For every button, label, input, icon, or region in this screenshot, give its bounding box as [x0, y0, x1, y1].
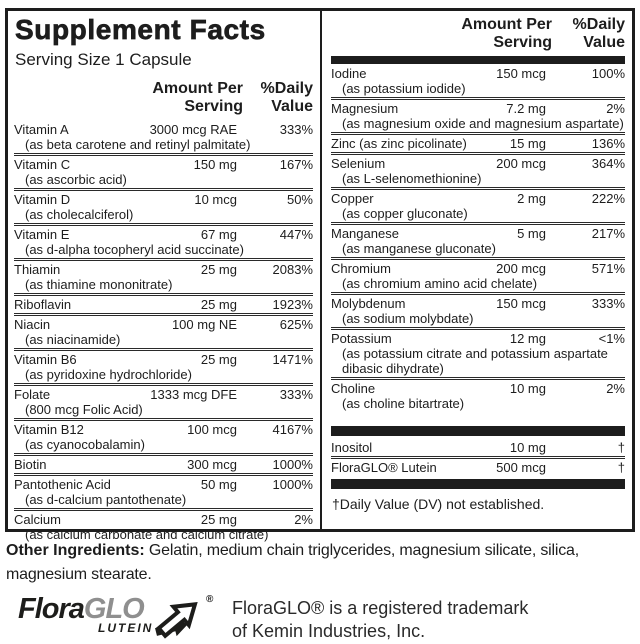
row-separator [14, 473, 313, 476]
nutrient-main-line [331, 261, 625, 276]
nutrient-daily-value: 364% [591, 156, 625, 171]
nutrient-row [14, 122, 313, 152]
nutrient-source: (as cyanocobalamin) [25, 437, 145, 452]
thick-rule [331, 426, 625, 436]
registered-mark: ® [206, 594, 214, 605]
nutrient-amount: 12 mg [509, 331, 546, 346]
nutrient-main-line [331, 66, 625, 81]
nutrient-main-line [14, 317, 313, 332]
nutrient-source: (as beta carotene and retinyl palmitate) [25, 137, 251, 152]
nutrient-row [331, 191, 625, 221]
nutrient-row [331, 296, 625, 326]
nutrient-daily-value: 333% [591, 296, 625, 311]
nutrient-name: Thiamin [14, 262, 61, 277]
header-amount-line1: Amount Per [461, 16, 552, 33]
nutrient-source: (as thiamine mononitrate) [25, 277, 173, 292]
nutrient-amount: 67 mg [200, 227, 237, 242]
nutrient-amount: 10 mg [509, 381, 546, 396]
nutrient-name: Calcium [14, 512, 61, 527]
nutrient-row [14, 262, 313, 292]
nutrient-amount: 200 mcg [496, 261, 546, 276]
nutrient-daily-value: † [617, 440, 625, 455]
nutrient-row [331, 226, 625, 256]
nutrient-main-line [331, 381, 625, 396]
nutrient-source: (as manganese gluconate) [342, 241, 496, 256]
nutrient-amount: 25 mg [200, 262, 237, 277]
nutrient-source: (as potassium iodide) [342, 81, 466, 96]
nutrient-source: (as calcium carbonate and calcium citrate) [25, 527, 269, 542]
row-separator [14, 508, 313, 511]
nutrient-row [14, 192, 313, 222]
nutrient-amount: 25 mg [200, 297, 237, 312]
row-separator [331, 222, 625, 225]
nutrient-name: Vitamin A [14, 122, 69, 137]
header-dv-line1: %Daily [572, 16, 625, 33]
nutrient-daily-value: 100% [591, 66, 625, 81]
row-separator [14, 418, 313, 421]
nutrient-row [14, 457, 313, 472]
nutrient-amount: 2 mg [517, 191, 546, 206]
nutrient-source: (as ascorbic acid) [25, 172, 127, 187]
nutrient-amount: 10 mcg [194, 192, 237, 207]
nutrient-row [331, 460, 625, 475]
row-separator [331, 327, 625, 330]
nutrient-row [14, 227, 313, 257]
nutrient-amount: 500 mcg [496, 460, 546, 475]
nutrient-row [331, 156, 625, 186]
nutrient-main-line [331, 156, 625, 171]
nutrient-name: Potassium [331, 331, 392, 346]
row-separator [14, 258, 313, 261]
nutrient-amount: 3000 mcg RAE [149, 122, 237, 137]
daily-value-header [552, 16, 625, 51]
nutrient-main-line [14, 192, 313, 207]
nutrient-row [331, 331, 625, 376]
row-separator [331, 152, 625, 155]
supplement-facts-panel [5, 8, 635, 542]
other-ingredients-label: Other Ingredients: [6, 542, 145, 559]
nutrient-name: Pantothenic Acid [14, 477, 111, 492]
nutrient-row [331, 381, 625, 411]
nutrient-source: (as choline bitartrate) [342, 396, 465, 411]
nutrient-daily-value: 1000% [272, 477, 313, 492]
nutrient-main-line [14, 157, 313, 172]
nutrient-daily-value: <1% [598, 331, 625, 346]
nutrient-source: (as potassium citrate and potassium aspartate dibasic dihydrate) [342, 346, 608, 376]
nutrient-source: (as niacinamide) [25, 332, 121, 347]
nutrient-amount: 150 mcg [496, 296, 546, 311]
nutrient-name: Vitamin B12 [14, 422, 84, 437]
header-amount-line1: Amount Per [152, 80, 243, 97]
nutrient-name: Copper [331, 191, 374, 206]
nutrient-source: (as d-calcium pantothenate) [25, 492, 187, 507]
other-ingredients-text: Gelatin, medium chain triglycerides, magnesium silicate, silica, magnesium stearate. [6, 542, 579, 583]
nutrient-row [14, 157, 313, 187]
nutrient-source: (800 mcg Folic Acid) [25, 402, 143, 417]
nutrient-main-line [14, 387, 313, 402]
header-amount-line2: Serving [184, 97, 243, 115]
row-separator [331, 377, 625, 380]
nutrient-daily-value: 222% [591, 191, 625, 206]
nutrient-name: Vitamin C [14, 157, 71, 172]
amount-per-serving-header [152, 80, 243, 115]
nutrient-row [331, 440, 625, 455]
nutrient-name: Inositol [331, 440, 373, 455]
nutrient-source: (as copper gluconate) [342, 206, 468, 221]
nutrient-daily-value: 2083% [272, 262, 313, 277]
nutrient-main-line [331, 440, 625, 455]
nutrient-daily-value: 4167% [272, 422, 313, 437]
nutrient-source: (as cholecalciferol) [25, 207, 134, 222]
nutrient-main-line [331, 101, 625, 116]
trademark-text [232, 597, 528, 643]
row-separator [14, 188, 313, 191]
nutrient-amount: 25 mg [200, 512, 237, 527]
nutrient-name: Vitamin D [14, 192, 71, 207]
nutrient-amount: 7.2 mg [506, 101, 546, 116]
nutrient-main-line [331, 296, 625, 311]
nutrient-name: Manganese [331, 226, 399, 241]
trademark-line1: FloraGLO® is a registered trademark [232, 598, 529, 618]
nutrient-daily-value: 167% [279, 157, 313, 172]
row-separator [14, 383, 313, 386]
nutrient-name: Vitamin E [14, 227, 70, 242]
nutrient-name: Zinc (as zinc picolinate) [331, 136, 467, 151]
column-headers [14, 80, 313, 115]
nutrient-list-extra [331, 440, 625, 475]
nutrient-source: (as L-selenomethionine) [342, 171, 482, 186]
nutrient-source: (as d-alpha tocopheryl acid succinate) [25, 242, 244, 257]
header-spacer [331, 16, 461, 51]
nutrient-list-right [331, 66, 625, 411]
header-dv-line1: %Daily [260, 80, 313, 97]
nutrient-row [331, 101, 625, 131]
daily-value-header [243, 80, 313, 115]
nutrient-amount: 150 mg [193, 157, 237, 172]
nutrient-daily-value: 625% [279, 317, 313, 332]
row-separator [331, 97, 625, 100]
nutrient-name: Selenium [331, 156, 386, 171]
row-separator [14, 313, 313, 316]
row-separator [14, 153, 313, 156]
nutrient-row [14, 352, 313, 382]
nutrient-main-line [14, 512, 313, 527]
panel-bottom-section [331, 422, 625, 513]
row-separator [14, 348, 313, 351]
nutrient-main-line [331, 331, 625, 346]
other-ingredients [6, 539, 636, 587]
nutrient-list-left [14, 122, 313, 542]
nutrient-daily-value: 447% [279, 227, 313, 242]
nutrient-amount: 50 mg [200, 477, 237, 492]
nutrient-daily-value: 136% [591, 136, 625, 151]
nutrient-daily-value: 1471% [272, 352, 313, 367]
amount-per-serving-header [461, 16, 552, 51]
nutrient-daily-value: 1923% [272, 297, 313, 312]
panel-title: Supplement Facts [15, 14, 266, 45]
row-separator [331, 257, 625, 260]
nutrient-daily-value: 1000% [272, 457, 313, 472]
row-separator [14, 223, 313, 226]
nutrient-source: (as sodium molybdate) [342, 311, 474, 326]
nutrient-daily-value: 333% [279, 122, 313, 137]
nutrient-main-line [14, 262, 313, 277]
thick-rule [331, 479, 625, 489]
nutrient-amount: 1333 mcg DFE [150, 387, 237, 402]
nutrient-name: Iodine [331, 66, 367, 81]
nutrient-daily-value: 50% [286, 192, 313, 207]
nutrient-main-line [14, 352, 313, 367]
nutrient-row [331, 261, 625, 291]
row-separator [331, 187, 625, 190]
nutrient-daily-value: 2% [294, 512, 313, 527]
nutrient-row [14, 387, 313, 417]
nutrient-main-line [14, 297, 313, 312]
row-separator [14, 453, 313, 456]
nutrient-name: Molybdenum [331, 296, 406, 311]
header-spacer [14, 80, 152, 115]
nutrient-name: Biotin [14, 457, 47, 472]
nutrient-name: Choline [331, 381, 376, 396]
nutrient-amount: 200 mcg [496, 156, 546, 171]
nutrient-main-line [331, 191, 625, 206]
nutrient-row [14, 297, 313, 312]
row-separator [331, 292, 625, 295]
nutrient-amount: 10 mg [509, 440, 546, 455]
nutrient-daily-value: † [617, 460, 625, 475]
nutrient-amount: 150 mcg [496, 66, 546, 81]
nutrient-daily-value: 2% [606, 381, 625, 396]
nutrient-amount: 15 mg [509, 136, 546, 151]
header-dv-line2: Value [583, 33, 625, 51]
nutrient-name: Vitamin B6 [14, 352, 77, 367]
header-dv-line2: Value [271, 97, 313, 115]
nutrient-daily-value: 571% [591, 261, 625, 276]
nutrient-daily-value: 217% [591, 226, 625, 241]
thick-rule [331, 56, 625, 64]
nutrient-source: (as magnesium oxide and magnesium aspartate) [342, 116, 624, 131]
nutrient-main-line [14, 122, 313, 137]
nutrient-source: (as pyridoxine hydrochloride) [25, 367, 192, 382]
daily-value-footnote: †Daily Value (DV) not established. [332, 496, 545, 512]
nutrient-main-line [14, 477, 313, 492]
nutrient-name: FloraGLO® Lutein [331, 460, 437, 475]
nutrient-amount: 25 mg [200, 352, 237, 367]
nutrient-source: (as chromium amino acid chelate) [342, 276, 538, 291]
nutrient-name: Folate [14, 387, 51, 402]
nutrient-row [14, 477, 313, 507]
nutrient-name: Riboflavin [14, 297, 72, 312]
serving-size: Serving Size 1 Capsule [15, 50, 192, 69]
nutrient-name: Niacin [14, 317, 51, 332]
floraglo-logo [18, 593, 228, 640]
nutrient-amount: 300 mcg [187, 457, 237, 472]
facts-column-right [322, 11, 632, 529]
nutrient-name: Chromium [331, 261, 391, 276]
row-separator [331, 132, 625, 135]
nutrient-name: Magnesium [331, 101, 399, 116]
nutrient-main-line [331, 136, 625, 151]
trademark-line2: of Kemin Industries, Inc. [232, 621, 426, 641]
nutrient-row [331, 136, 625, 151]
nutrient-row [14, 422, 313, 452]
header-amount-line2: Serving [493, 33, 552, 51]
nutrient-amount: 5 mg [517, 226, 546, 241]
nutrient-daily-value: 2% [606, 101, 625, 116]
nutrient-row [14, 512, 313, 542]
nutrient-main-line [14, 227, 313, 242]
nutrient-amount: 100 mg NE [171, 317, 237, 332]
nutrient-amount: 100 mcg [187, 422, 237, 437]
nutrient-main-line [331, 226, 625, 241]
nutrient-row [14, 317, 313, 347]
nutrient-main-line [14, 422, 313, 437]
facts-column-left [8, 11, 320, 542]
column-headers [331, 16, 625, 51]
nutrient-daily-value: 333% [279, 387, 313, 402]
nutrient-main-line [14, 457, 313, 472]
flora-text: Flora [18, 593, 84, 625]
row-separator [14, 293, 313, 296]
row-separator [331, 456, 625, 459]
nutrient-row [331, 66, 625, 96]
nutrient-main-line [331, 460, 625, 475]
glo-text: GLO [83, 593, 144, 625]
lutein-text: LUTEIN [98, 621, 154, 635]
